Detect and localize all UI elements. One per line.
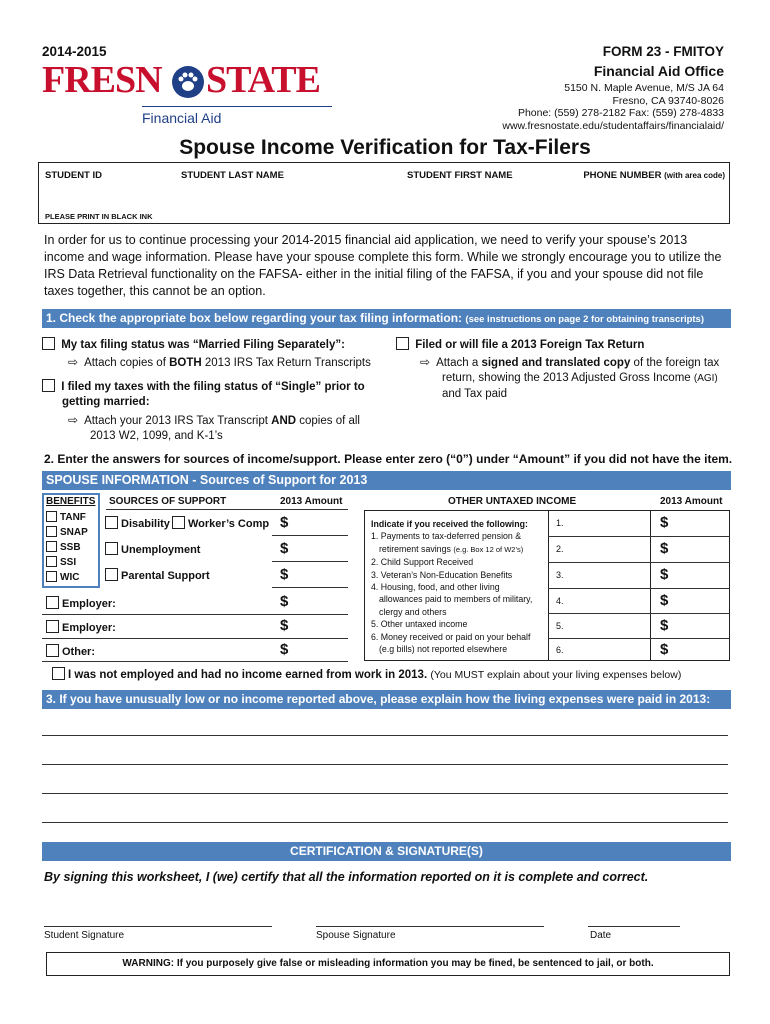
- disability-checkbox[interactable]: [105, 516, 118, 529]
- employer-1-option: Employer:: [46, 596, 116, 610]
- ssi-checkbox[interactable]: [46, 556, 57, 567]
- untaxed-num-5: 5.: [556, 621, 564, 631]
- dollar-sign: $: [280, 617, 289, 634]
- benefit-ssb: SSB: [46, 540, 88, 555]
- phone-fax: Phone: (559) 278-2182 Fax: (559) 278-4833: [517, 107, 724, 119]
- no-income-option: I was not employed and had no income earned from work in 2013. (You MUST explain about your living expenses below): [52, 667, 681, 681]
- paw-icon: [170, 64, 206, 100]
- filed-single-checkbox[interactable]: [42, 379, 55, 392]
- parental-support-checkbox[interactable]: [105, 568, 118, 581]
- untaxed-amount-5-field[interactable]: [672, 615, 728, 637]
- option-3-instruction-line-3: and Tax paid: [442, 388, 508, 400]
- section-3-heading: 3. If you have unusually low or no income reported above, please explain how the living expenses were paid in 2013:: [42, 690, 731, 709]
- untaxed-amount-6-field[interactable]: [672, 640, 728, 660]
- explanation-line-4[interactable]: [42, 822, 728, 823]
- benefit-ssi: SSI: [46, 555, 88, 570]
- student-first-name-label: STUDENT FIRST NAME: [407, 170, 513, 181]
- dollar-sign: $: [660, 641, 669, 658]
- filed-single-label: I filed my taxes with the filing status of “Single” prior to: [61, 381, 365, 393]
- arrow-right-icon: ⇨: [68, 413, 79, 427]
- option-2-instruction-cont: 2013 W2, 1099, and K-1’s: [90, 430, 223, 442]
- tanf-checkbox[interactable]: [46, 511, 57, 522]
- student-info-fill-area[interactable]: [39, 187, 729, 209]
- certification-statement: By signing this worksheet, I (we) certify that all the information reported on it is complete and correct.: [44, 870, 649, 884]
- parental-amount-field[interactable]: [290, 567, 348, 587]
- date-label: Date: [590, 930, 612, 941]
- spouse-signature-line[interactable]: [316, 926, 544, 927]
- date-line[interactable]: [588, 926, 680, 927]
- other-amount-field[interactable]: [290, 642, 348, 662]
- employer-2-option: Employer:: [46, 620, 116, 634]
- benefit-tanf: TANF: [46, 510, 88, 525]
- arrow-right-icon: ⇨: [68, 355, 79, 369]
- option-3-instruction: ⇨ Attach a signed and translated copy of the foreign tax: [420, 355, 720, 369]
- phone-number-label: [583, 170, 725, 181]
- untaxed-amount-1-field[interactable]: [672, 512, 728, 534]
- dollar-sign: $: [280, 641, 289, 658]
- untaxed-amount-header: 2013 Amount: [660, 496, 723, 507]
- married-separately-checkbox[interactable]: [42, 337, 55, 350]
- spouse-signature-label: Spouse Signature: [316, 930, 396, 941]
- untaxed-amount-2-field[interactable]: [672, 538, 728, 560]
- employer-2-amount-field[interactable]: [290, 618, 348, 638]
- student-last-name-label: STUDENT LAST NAME: [181, 170, 284, 181]
- section-1-heading-note: (see instructions on page 2 for obtaining transcripts): [465, 314, 704, 325]
- address-line-1: 5150 N. Maple Avenue, M/S JA 64: [564, 82, 724, 94]
- student-signature-label: Student Signature: [44, 930, 125, 941]
- explanation-line-2[interactable]: [42, 764, 728, 765]
- dollar-sign: $: [660, 514, 669, 531]
- office-address: [502, 82, 724, 132]
- untaxed-income-header: OTHER UNTAXED INCOME: [448, 496, 577, 507]
- untaxed-num-2: 2.: [556, 544, 564, 554]
- workers-comp-checkbox[interactable]: [172, 516, 185, 529]
- foreign-tax-label: Filed or will file a 2013 Foreign Tax Return: [415, 339, 645, 351]
- benefit-wic: WIC: [46, 570, 88, 585]
- dollar-sign: $: [660, 617, 669, 634]
- certification-band: CERTIFICATION & SIGNATURE(S): [42, 842, 731, 861]
- dollar-sign: $: [660, 540, 669, 557]
- untaxed-income-list: Indicate if you received the following: 1. Payments to tax-deferred pension & retirement savings (e.g. Box 12 of W2’s) 2. Child Support Received 3. Veteran’s Non-Education Benefits 4. Housing, food, and other living allowances paid to members of military, clergy and others 5. Other untaxed income 6. Money received or paid on your behalf (e.g bills) not reported elsewhere: [371, 519, 533, 655]
- page-title: Spouse Income Verification for Tax-Filers: [179, 136, 591, 159]
- student-info-box: [38, 162, 730, 224]
- unemployment-amount-field[interactable]: [290, 541, 348, 561]
- untaxed-amount-4-field[interactable]: [672, 590, 728, 612]
- untaxed-num-6: 6.: [556, 645, 564, 655]
- arrow-right-icon: ⇨: [420, 355, 431, 369]
- employer-1-checkbox[interactable]: [46, 596, 59, 609]
- logo-text-left: FRESN: [42, 59, 162, 101]
- form-code: FORM 23 - FMITOY: [602, 44, 724, 59]
- intro-paragraph: In order for us to continue processing your 2014-2015 financial aid application, we need to verify your spouse’s 2013 income and wage information. Please have your spouse complete this form. While we strongly encourage you to utilize the IRS Data Retrieval functionality on the FAFSA- either in the initial filing of the FAFSA, if you and your spouse did not file taxes together, this cannot be an option.: [44, 233, 722, 298]
- address-line-2: Fresno, CA 93740-8026: [612, 94, 724, 107]
- disability-amount-field[interactable]: [290, 515, 348, 535]
- logo-subtitle: Financial Aid: [142, 110, 222, 126]
- section-1-heading-text: 1. Check the appropriate box below regarding your tax filing information:: [46, 311, 463, 325]
- amount-header: 2013 Amount: [280, 496, 343, 507]
- spouse-information-band: SPOUSE INFORMATION - Sources of Support for 2013: [42, 471, 731, 490]
- section-2-heading: 2. Enter the answers for sources of income/support. Please enter zero (“0”) under “Amount” if you did not have the item.: [44, 452, 733, 466]
- dollar-sign: $: [280, 540, 289, 557]
- snap-checkbox[interactable]: [46, 526, 57, 537]
- option-3-instruction-line-2: return, showing the 2013 Adjusted Gross Income (AGI): [442, 372, 718, 384]
- dollar-sign: $: [280, 514, 289, 531]
- unemployment-checkbox[interactable]: [105, 542, 118, 555]
- parental-support-option: Parental Support: [105, 568, 210, 582]
- married-separately-label: My tax filing status was “Married Filing Separately”:: [61, 339, 345, 351]
- student-signature-line[interactable]: [44, 926, 272, 927]
- logo-text-right: STATE: [206, 59, 320, 101]
- no-income-checkbox[interactable]: [52, 667, 65, 680]
- benefits-list: [46, 510, 88, 585]
- unemployment-option: Unemployment: [105, 542, 200, 556]
- other-option: Other:: [46, 644, 95, 658]
- untaxed-amount-3-field[interactable]: [672, 564, 728, 586]
- disability-option: Disability: [105, 516, 170, 530]
- fresno-state-logo: [42, 58, 332, 128]
- print-note: PLEASE PRINT IN BLACK INK: [45, 212, 153, 221]
- option-1-instruction: ⇨ Attach copies of BOTH 2013 IRS Tax Return Transcripts: [68, 355, 371, 369]
- employer-2-checkbox[interactable]: [46, 620, 59, 633]
- student-id-label: STUDENT ID: [45, 170, 102, 181]
- form-year: 2014-2015: [42, 44, 107, 59]
- explanation-line-3[interactable]: [42, 793, 728, 794]
- phone-number-text: PHONE NUMBER: [583, 170, 662, 181]
- option-filed-single: [42, 379, 365, 393]
- sources-of-support-header: SOURCES OF SUPPORT: [109, 496, 227, 507]
- option-2-instruction: ⇨ Attach your 2013 IRS Tax Transcript AND copies of all: [68, 413, 360, 427]
- option-foreign-tax-return: [396, 337, 644, 351]
- filed-single-label-cont: getting married:: [62, 396, 150, 408]
- section-1-heading: [42, 309, 731, 328]
- dollar-sign: $: [660, 566, 669, 583]
- untaxed-num-1: 1.: [556, 518, 564, 528]
- warning-box: WARNING: If you purposely give false or misleading information you may be fined, be sentenced to jail, or both.: [46, 952, 730, 976]
- dollar-sign: $: [660, 592, 669, 609]
- office-name: Financial Aid Office: [593, 63, 724, 79]
- dollar-sign: $: [280, 593, 289, 610]
- explanation-line-1[interactable]: [42, 735, 728, 736]
- website: www.fresnostate.edu/studentaffairs/financialaid/: [502, 119, 724, 132]
- benefit-snap: SNAP: [46, 525, 88, 540]
- untaxed-num-3: 3.: [556, 570, 564, 580]
- option-married-filing-separately: [42, 337, 345, 351]
- benefits-header: BENEFITS: [46, 496, 96, 507]
- other-checkbox[interactable]: [46, 644, 59, 657]
- wic-checkbox[interactable]: [46, 571, 57, 582]
- foreign-tax-checkbox[interactable]: [396, 337, 409, 350]
- dollar-sign: $: [280, 566, 289, 583]
- employer-1-amount-field[interactable]: [290, 594, 348, 614]
- ssb-checkbox[interactable]: [46, 541, 57, 552]
- untaxed-num-4: 4.: [556, 596, 564, 606]
- phone-number-note: (with area code): [664, 171, 725, 180]
- workers-comp-option: Worker’s Comp: [172, 516, 269, 530]
